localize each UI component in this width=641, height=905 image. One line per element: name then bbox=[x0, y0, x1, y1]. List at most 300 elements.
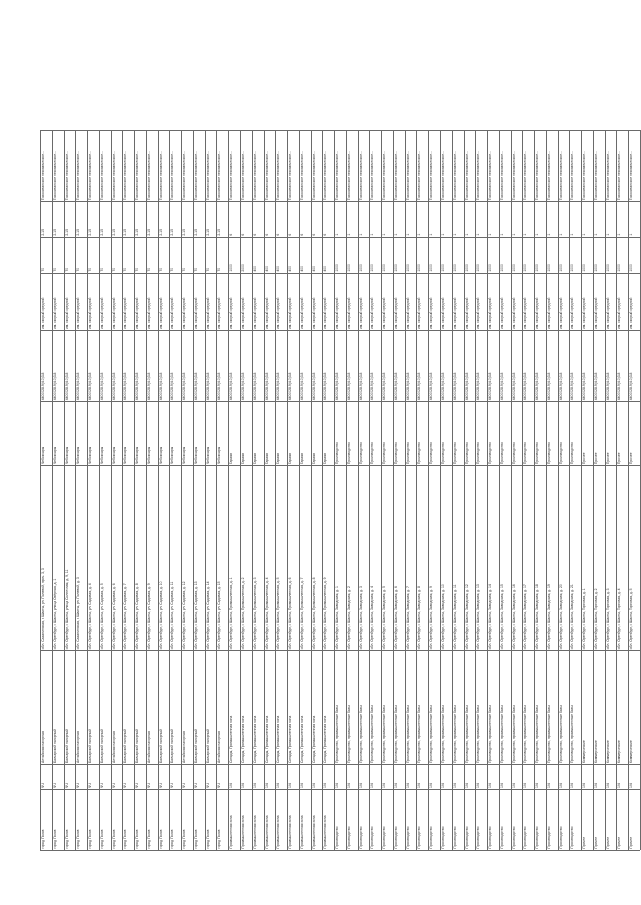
table-cell: Тихоокеанское нехимическое... bbox=[452, 150, 457, 201]
table-cell: Чебоксары bbox=[64, 446, 69, 465]
table-cell: им. скорый средний bbox=[99, 297, 104, 329]
table-cell: Производство bbox=[499, 441, 504, 465]
table-cell: им. скорый средний bbox=[88, 297, 93, 329]
table-cell: 1 bbox=[464, 234, 469, 236]
table-cell: 1 bbox=[499, 234, 504, 236]
table-cell: 4400028.9(4.0)3.8 bbox=[170, 372, 175, 400]
table-cell: обл. Оренбург, г. Шахты, ул. Садовая, д. 7 bbox=[123, 583, 128, 650]
table-cell: 1/4 bbox=[441, 783, 445, 789]
table-cell: Гаражи bbox=[264, 452, 269, 465]
table-cell: Прочее bbox=[582, 452, 587, 465]
table-cell: 400 bbox=[252, 265, 257, 272]
table-cell: обл. Оренбург, г. Шахты, Заводская, д. 6 bbox=[393, 586, 398, 650]
table-cell: Производство bbox=[417, 826, 422, 849]
table-cell: 4400028.9(4.0)3.8 bbox=[405, 372, 410, 400]
table-cell: Производство bbox=[511, 826, 516, 849]
table-cell: обл. Оренбург, г. Шахты, Заводская, д. 21 bbox=[570, 584, 575, 650]
table-cell: Тихоокеанское нехимическое... bbox=[582, 150, 587, 201]
table-cell: 2.15 bbox=[158, 229, 163, 236]
table-cell: 4400028.9(4.0)3.8 bbox=[182, 372, 187, 400]
table-cell: ЧЧ bbox=[111, 783, 116, 789]
table-cell: 2.15 bbox=[217, 229, 222, 236]
table-cell: обл. Оренбург, г. Шахты, Заводская, д. 16 bbox=[511, 584, 516, 650]
table-cell: Коммерческие bbox=[629, 740, 634, 764]
table-cell: Прочее bbox=[617, 452, 622, 465]
table-cell: Чебоксары bbox=[76, 446, 81, 465]
table-cell: Производство bbox=[429, 826, 434, 849]
table-cell: Тихоокеанское нехимическое... bbox=[288, 150, 293, 201]
table-cell: 1 bbox=[593, 234, 598, 236]
table-cell: 4400028.9(4.0)3.8 bbox=[158, 372, 163, 400]
table-cell: 4400028.9(4.0)3.8 bbox=[370, 372, 375, 400]
table-cell: Тихоокеанское нехимическое... bbox=[299, 150, 304, 201]
table-cell: Гаражи bbox=[299, 452, 304, 465]
table-cell: 70 bbox=[88, 267, 93, 272]
table-cell: ЧЧ bbox=[135, 783, 140, 789]
table-cell: 2.15 bbox=[135, 229, 140, 236]
table-cell: Производство bbox=[393, 441, 398, 465]
table-cell: 400 bbox=[276, 265, 281, 272]
table-cell: Промышленная зона bbox=[241, 815, 245, 849]
table-cell: Тихоокеанское нехимическое... bbox=[111, 150, 116, 201]
table-cell: обл. Оренбург, г. Шахты, Заводская, д. 15 bbox=[499, 584, 504, 650]
table-cell: обл. Оренбург, г. Шахты, ул. Садовая, д. 6 bbox=[111, 583, 116, 650]
table-cell: Производство bbox=[546, 826, 551, 849]
table-cell: Тихоокеанское нехимическое... bbox=[429, 150, 434, 201]
table-cell: 4400028.9(4.0)3.8 bbox=[464, 372, 469, 400]
table-cell: 1000 bbox=[229, 264, 234, 272]
table-cell: им. скорый средний bbox=[358, 297, 363, 329]
table-cell: Тихоокеанское нехимическое... bbox=[335, 150, 340, 201]
table-cell: 1000 bbox=[605, 264, 610, 272]
table-cell: Производство bbox=[441, 441, 445, 465]
table-cell: Тихоокеанское нехимическое... bbox=[64, 150, 69, 201]
table-cell: 1000 bbox=[523, 264, 528, 272]
table-cell: 6 bbox=[311, 234, 316, 236]
table-field-divider bbox=[40, 850, 640, 851]
table-cell: обл. Оренбург, г. Шахты, Заводская, д. 9 bbox=[429, 586, 434, 650]
table-cell: Гаражи bbox=[323, 452, 328, 465]
table-cell: 4400028.9(4.0)3.8 bbox=[99, 372, 104, 400]
table-cell: Производство, промышленные базы bbox=[452, 705, 457, 764]
table-cell: 4400028.9(4.0)3.8 bbox=[52, 372, 57, 400]
table-cell: Производство bbox=[558, 826, 563, 849]
table-cell: Тихоокеанское нехимическое... bbox=[135, 150, 140, 201]
table-cell: Бакчарский нагорный bbox=[52, 729, 57, 764]
table-cell: Бакчарский нагорный bbox=[170, 729, 175, 764]
table-cell: им. скорый средний bbox=[193, 297, 198, 329]
table-cell: Тихоокеанское нехимическое... bbox=[182, 150, 187, 201]
table-cell: 4400028.9(4.0)3.8 bbox=[123, 372, 128, 400]
table-cell: обл. Оренбург, г. Шахты, ул. Садовая, д. 11 bbox=[170, 581, 175, 650]
table-cell: Производство bbox=[335, 826, 340, 849]
table-cell: Производство, промышленные базы bbox=[429, 705, 434, 764]
table-cell: 400 bbox=[288, 265, 293, 272]
table-cell: Производство, промышленные базы bbox=[546, 705, 551, 764]
table-cell: 1 bbox=[511, 234, 516, 236]
table-cell: Производство bbox=[393, 826, 398, 849]
table-cell: Тихоокеанское нехимическое... bbox=[617, 150, 622, 201]
table-cell: обл. Оренбург, г. Шахты, Заводская, д. 1 bbox=[335, 586, 340, 650]
rotated-table bbox=[40, 130, 640, 850]
table-cell: Чебоксары bbox=[135, 446, 140, 465]
table-cell: Тихоокеанское нехимическое... bbox=[123, 150, 128, 201]
table-cell: Производство bbox=[382, 826, 387, 849]
table-cell: Промышленная зона bbox=[252, 815, 257, 849]
table-cell: 1000 bbox=[488, 264, 493, 272]
table-cell: Производство, промышленные базы bbox=[393, 705, 398, 764]
table-cell: город Псков bbox=[135, 829, 140, 849]
table-cell: обл. Оренбург, г. Шахты, Заводская, д. 4 bbox=[370, 586, 375, 650]
table-cell: обл. Оренбург, г. Шахты, Заводская, д. 2 bbox=[346, 586, 351, 650]
table-cell: 1/4 bbox=[488, 783, 493, 789]
table-cell: 70 bbox=[41, 267, 45, 272]
table-cell: им. скорый средний bbox=[570, 297, 575, 329]
table-cell: 1/4 bbox=[288, 783, 293, 789]
table-cell: Производство, промышленные базы bbox=[405, 705, 410, 764]
table-cell: им. скорый средний bbox=[276, 297, 281, 329]
table-cell: Тихоокеанское нехимическое... bbox=[382, 150, 387, 201]
table-cell: 1 bbox=[488, 234, 493, 236]
table-cell: 70 bbox=[158, 267, 163, 272]
table-cell: Тихоокеанское нехимическое... bbox=[546, 150, 551, 201]
table-cell: Тихоокеанское нехимическое... bbox=[523, 150, 528, 201]
table-cell: им. скорый средний bbox=[335, 297, 340, 329]
table-cell: обл. Оренбург, г. Шахты, Промышленная, д. 1 bbox=[229, 577, 234, 650]
table-cell: Бакчарский нагорный bbox=[99, 729, 104, 764]
table-cell: 4400028.9(4.0)3.8 bbox=[488, 372, 493, 400]
table-cell: Производство bbox=[441, 826, 445, 849]
table-cell: 4400028.9(4.0)3.8 bbox=[499, 372, 504, 400]
table-cell: Гаражи bbox=[311, 452, 316, 465]
table-cell: Производство bbox=[452, 441, 457, 465]
table-cell: 4400028.9(4.0)3.8 bbox=[88, 372, 93, 400]
table-cell: им. скорый средний bbox=[488, 297, 493, 329]
table-cell: 4400028.9(4.0)3.8 bbox=[346, 372, 351, 400]
table-cell: обл. Оренбург, г. Шахты, улица Солнечная, д. 9, 11 bbox=[64, 569, 69, 650]
table-cell: 1 bbox=[405, 234, 410, 236]
table-cell: обл. Оренбург, г. Шахты, Заводская, д. 17 bbox=[523, 584, 528, 650]
table-cell: 1/4 bbox=[546, 783, 551, 789]
table-cell: Производство bbox=[570, 441, 575, 465]
table-cell: Тихоокеанское нехимическое... bbox=[146, 150, 151, 201]
table-cell: Производство bbox=[464, 441, 469, 465]
table-cell: 4400028.9(4.0)3.8 bbox=[311, 372, 316, 400]
table-cell: 1 bbox=[617, 234, 622, 236]
table-cell: город Псков bbox=[99, 829, 104, 849]
table-cell: ЧЧ bbox=[205, 783, 210, 789]
table-cell: ЧЧ bbox=[123, 783, 128, 789]
table-cell: Производство bbox=[570, 826, 575, 849]
table-cell: 4400028.9(4.0)3.8 bbox=[382, 372, 387, 400]
table-cell: им. скорый средний bbox=[64, 297, 69, 329]
table-cell: Чебоксары bbox=[111, 446, 116, 465]
table-cell: Алтайская нагорная bbox=[76, 731, 81, 764]
table-cell: им. скорый средний bbox=[441, 297, 445, 329]
table-cell: Производство bbox=[358, 826, 363, 849]
table-cell: 70 bbox=[135, 267, 140, 272]
table-cell: Тихоокеанское нехимическое... bbox=[358, 150, 363, 201]
table-cell: Тихоокеанское нехимическое... bbox=[99, 150, 104, 201]
table-cell: 4400028.9(4.0)3.8 bbox=[441, 372, 445, 400]
table-cell: Производство, промышленные базы bbox=[370, 705, 375, 764]
table-cell: 4400028.9(4.0)3.8 bbox=[476, 372, 481, 400]
table-cell: 1000 bbox=[335, 264, 340, 272]
table-cell: город Псков bbox=[158, 829, 163, 849]
table-cell: им. скорый средний bbox=[217, 297, 222, 329]
table-cell: Склады, Промышленная зона bbox=[311, 716, 316, 764]
table-cell: Прочее bbox=[605, 837, 610, 849]
table-cell: Производство bbox=[370, 826, 375, 849]
table-cell: обл. Оренбург, г. Шахты, Торговая, д. 3 bbox=[605, 588, 610, 650]
table-cell: им. скорый средний bbox=[546, 297, 551, 329]
table-cell: обл. Оренбург, г. Шахты, Заводская, д. 5 bbox=[382, 586, 387, 650]
table-cell: обл. Сахалинская, г. Шахты, ул. Полевой, проч. 3, 3 bbox=[41, 568, 45, 650]
table-cell: 4400028.9(4.0)3.8 bbox=[558, 372, 563, 400]
table-cell: им. скорый средний bbox=[111, 297, 116, 329]
table-cell: 1/4 bbox=[264, 783, 269, 789]
table-cell: обл. Оренбург, г. Шахты, ул. Садовая, д. 15 bbox=[217, 581, 222, 650]
table-cell: 1 bbox=[558, 234, 563, 236]
table-cell: 1/4 bbox=[535, 783, 540, 789]
table-cell: обл. Оренбург, г. Шахты, Заводская, д. 11 bbox=[452, 584, 457, 650]
table-cell: Производство bbox=[382, 441, 387, 465]
table-cell: 70 bbox=[99, 267, 104, 272]
table-cell: Промышленная зона bbox=[323, 815, 328, 849]
table-cell: обл. Оренбург, г. Шахты, Заводская, д. 20 bbox=[558, 584, 563, 650]
table-cell: Тихоокеанское нехимическое... bbox=[441, 150, 445, 201]
table-cell: обл. Оренбург, г. Шахты, Заводская, д. 12 bbox=[464, 584, 469, 650]
table-cell: им. скорый средний bbox=[135, 297, 140, 329]
table-cell: им. скорый средний bbox=[241, 297, 245, 329]
table-cell: 1/4 bbox=[241, 783, 245, 789]
table-cell: 4400028.9(4.0)3.8 bbox=[229, 372, 234, 400]
table-cell: 1 bbox=[382, 234, 387, 236]
table-cell: им. скорый средний bbox=[393, 297, 398, 329]
table-cell: им. скорый средний bbox=[452, 297, 457, 329]
table-cell: Производство bbox=[335, 441, 340, 465]
table-cell: Склады, Промышленная зона bbox=[241, 716, 245, 764]
table-cell: 1000 bbox=[535, 264, 540, 272]
table-cell: 1 bbox=[605, 234, 610, 236]
table-cell: Производство bbox=[523, 826, 528, 849]
table-cell: Производство bbox=[370, 441, 375, 465]
table-cell: 4400028.9(4.0)3.8 bbox=[205, 372, 210, 400]
table-cell: Тихоокеанское нехимическое... bbox=[558, 150, 563, 201]
table-cell: 1/4 bbox=[370, 783, 375, 789]
table-cell: Производство, промышленные базы bbox=[441, 705, 445, 764]
table-cell: им. скорый средний bbox=[476, 297, 481, 329]
table-cell: 4400028.9(4.0)3.8 bbox=[570, 372, 575, 400]
table-cell: им. скорый средний bbox=[229, 297, 234, 329]
table-cell: Производство, промышленные базы bbox=[488, 705, 493, 764]
table-cell: 1000 bbox=[476, 264, 481, 272]
table-cell: Прочее bbox=[593, 452, 598, 465]
table-cell: им. скорый средний bbox=[464, 297, 469, 329]
table-cell: город Псков bbox=[170, 829, 175, 849]
table-cell: Бакчарский нагорный bbox=[64, 729, 69, 764]
table-cell: обл. Оренбург, г. Шахты, Заводская, д. 13 bbox=[476, 584, 481, 650]
table-cell: 2.15 bbox=[111, 229, 116, 236]
table-cell: Тихоокеанское нехимическое... bbox=[311, 150, 316, 201]
table-cell: город Псков bbox=[146, 829, 151, 849]
table-cell: обл. Оренбург, г. Шахты, Промышленная, д. 6 bbox=[288, 577, 293, 650]
table-cell: обл. Оренбург, г. Шахты, Заводская, д. 19 bbox=[546, 584, 551, 650]
table-cell: им. скорый средний bbox=[629, 297, 634, 329]
table-cell: 4400028.9(4.0)3.8 bbox=[288, 372, 293, 400]
table-cell: ЧЧ bbox=[146, 783, 151, 789]
table-cell: 1/4 bbox=[405, 783, 410, 789]
table-cell: Коммерческие bbox=[605, 740, 610, 764]
table-cell: ЧЧ bbox=[41, 783, 45, 789]
table-cell: 1000 bbox=[464, 264, 469, 272]
table-cell: 1/4 bbox=[605, 783, 610, 789]
table-cell: 70 bbox=[205, 267, 210, 272]
table-cell: 1 bbox=[335, 234, 340, 236]
table-cell: 2.15 bbox=[193, 229, 198, 236]
table-cell: 400 bbox=[299, 265, 304, 272]
table-cell: 2.15 bbox=[76, 229, 81, 236]
table-cell: обл. Оренбург, г. Шахты, Заводская, д. 18 bbox=[535, 584, 540, 650]
table-cell: 1000 bbox=[499, 264, 504, 272]
table-cell: Тихоокеанское нехимическое... bbox=[276, 150, 281, 201]
table-cell: обл. Оренбург, г. Шахты, ул. Садовая, д. 5 bbox=[99, 583, 104, 650]
table-cell: ЧЧ bbox=[99, 783, 104, 789]
table-cell: им. скорый средний bbox=[370, 297, 375, 329]
table-cell: обл. Оренбург, г. Шахты, ул. Садовая, д. 4 bbox=[88, 583, 93, 650]
table-cell: 2.15 bbox=[41, 229, 45, 236]
table-cell: Чебоксары bbox=[52, 446, 57, 465]
table-cell: Склады, Промышленная зона bbox=[229, 716, 234, 764]
table-cell: Тихоокеанское нехимическое... bbox=[370, 150, 375, 201]
table-cell: 1000 bbox=[417, 264, 422, 272]
table-cell: Производство, промышленные базы bbox=[346, 705, 351, 764]
table-cell: 400 bbox=[264, 265, 269, 272]
table-cell: 1/4 bbox=[629, 783, 634, 789]
table-cell: Производство bbox=[488, 441, 493, 465]
table-cell: обл. Оренбург, г. Шахты, ул. Садовая, д. 9 bbox=[146, 583, 151, 650]
table-cell: 4400028.9(4.0)3.8 bbox=[429, 372, 434, 400]
table-cell: 4400028.9(4.0)3.8 bbox=[629, 372, 634, 400]
table-cell: Чебоксары bbox=[205, 446, 210, 465]
table-cell: 1/4 bbox=[252, 783, 257, 789]
table-cell: 1/4 bbox=[523, 783, 528, 789]
table-cell: обл. Оренбург, г. Шахты, Заводская, д. 8 bbox=[417, 586, 422, 650]
table-cell: Производство, промышленные базы bbox=[335, 705, 340, 764]
table-cell: Прочее bbox=[617, 837, 622, 849]
table-cell: 1/4 bbox=[452, 783, 457, 789]
table-cell: 1/4 bbox=[311, 783, 316, 789]
table-cell: Тихоокеанское нехимическое... bbox=[570, 150, 575, 201]
table-cell: 1 bbox=[370, 234, 375, 236]
table-cell: Алтайская нагорная bbox=[111, 731, 116, 764]
table-cell: Гаражи bbox=[252, 452, 257, 465]
table-cell: 6 bbox=[229, 234, 234, 236]
table-cell: Производство, промышленные базы bbox=[464, 705, 469, 764]
table-cell: Прочее bbox=[605, 452, 610, 465]
table-cell: обл. Оренбург, г. Шахты, ул. Садовая, д. 10 bbox=[158, 581, 163, 650]
table-cell: Производство, промышленные базы bbox=[382, 705, 387, 764]
table-cell: 1 bbox=[582, 234, 587, 236]
table-cell: 6 bbox=[288, 234, 293, 236]
table-cell: 1000 bbox=[558, 264, 563, 272]
table-cell: 4400028.9(4.0)3.8 bbox=[452, 372, 457, 400]
table-cell: 4400028.9(4.0)3.8 bbox=[393, 372, 398, 400]
table-cell: город Псков bbox=[52, 829, 57, 849]
table-cell: 4400028.9(4.0)3.8 bbox=[523, 372, 528, 400]
table-cell: ЧЧ bbox=[64, 783, 69, 789]
table-cell: 4400028.9(4.0)3.8 bbox=[582, 372, 587, 400]
table-cell: Тихоокеанское нехимическое... bbox=[158, 150, 163, 201]
table-cell: Прочее bbox=[629, 452, 634, 465]
table-cell: обл. Оренбург, г. Шахты, Заводская, д. 14 bbox=[488, 584, 493, 650]
table-cell: Производство bbox=[523, 441, 528, 465]
table-cell: Производство bbox=[346, 441, 351, 465]
table-cell: 1000 bbox=[405, 264, 410, 272]
table-cell: им. скорый средний bbox=[582, 297, 587, 329]
table-cell: 1/4 bbox=[323, 783, 328, 789]
table-cell: 1 bbox=[441, 234, 445, 236]
table-cell: 1/4 bbox=[582, 783, 587, 789]
table-cell: им. скорый средний bbox=[288, 297, 293, 329]
table-cell: Тихоокеанское нехимическое... bbox=[346, 150, 351, 201]
table-cell: им. скорый средний bbox=[417, 297, 422, 329]
table-cell: Коммерческие bbox=[593, 740, 598, 764]
table-cell: Бакчарский нагорный bbox=[123, 729, 128, 764]
table-cell: 4400028.9(4.0)3.8 bbox=[276, 372, 281, 400]
table-cell: Производство bbox=[511, 441, 516, 465]
table-cell: им. скорый средний bbox=[252, 297, 257, 329]
table-cell: Склады, Промышленная зона bbox=[323, 716, 328, 764]
table-cell: обл. Оренбург, г. Шахты, Промышленная, д. 8 bbox=[311, 577, 316, 650]
table-cell: 1000 bbox=[346, 264, 351, 272]
table-cell: Чебоксары bbox=[123, 446, 128, 465]
table-cell: Тихоокеанское нехимическое... bbox=[229, 150, 234, 201]
table-cell: 70 bbox=[64, 267, 69, 272]
table-cell: Коммерческие bbox=[617, 740, 622, 764]
table-cell: Тихоокеанское нехимическое... bbox=[535, 150, 540, 201]
table-cell: 1/4 bbox=[417, 783, 422, 789]
table-cell: обл. Оренбург, г. Шахты, Торговая, д. 2 bbox=[593, 588, 598, 650]
table-cell: Тихоокеанское нехимическое... bbox=[464, 150, 469, 201]
table-cell: 1/4 bbox=[570, 783, 575, 789]
table-cell: Тихоокеанское нехимическое... bbox=[511, 150, 516, 201]
table-cell: 1/4 bbox=[346, 783, 351, 789]
table-cell: Производство bbox=[546, 441, 551, 465]
table-cell: 1/4 bbox=[499, 783, 504, 789]
table-cell: 1/4 bbox=[276, 783, 281, 789]
table-cell: 6 bbox=[299, 234, 304, 236]
table-cell: Алтайская нагорная bbox=[146, 731, 151, 764]
table-cell: им. скорый средний bbox=[52, 297, 57, 329]
table-cell: 4400028.9(4.0)3.8 bbox=[241, 372, 245, 400]
table-cell: обл. Оренбург, г. Шахты, улица Озёрная, д. 1 bbox=[52, 578, 57, 650]
table-cell: город Псков bbox=[76, 829, 81, 849]
table-cell: Промышленная зона bbox=[276, 815, 281, 849]
table-cell: им. скорый средний bbox=[558, 297, 563, 329]
table-cell: Алтайская нагорная bbox=[41, 731, 45, 764]
table-cell: Производство, промышленные базы bbox=[511, 705, 516, 764]
table-cell: обл. Оренбург, г. Шахты, Торговая, д. 1 bbox=[582, 588, 587, 650]
table-cell: им. скорый средний bbox=[617, 297, 622, 329]
table-cell: Тихоокеанское нехимическое... bbox=[629, 150, 634, 201]
table-cell: Производство bbox=[429, 441, 434, 465]
table-cell: Тихоокеанское нехимическое... bbox=[405, 150, 410, 201]
table-cell: 2.15 bbox=[64, 229, 69, 236]
table-cell: 1 bbox=[476, 234, 481, 236]
table-cell: 2.15 bbox=[146, 229, 151, 236]
table-cell: Тихоокеанское нехимическое... bbox=[252, 150, 257, 201]
